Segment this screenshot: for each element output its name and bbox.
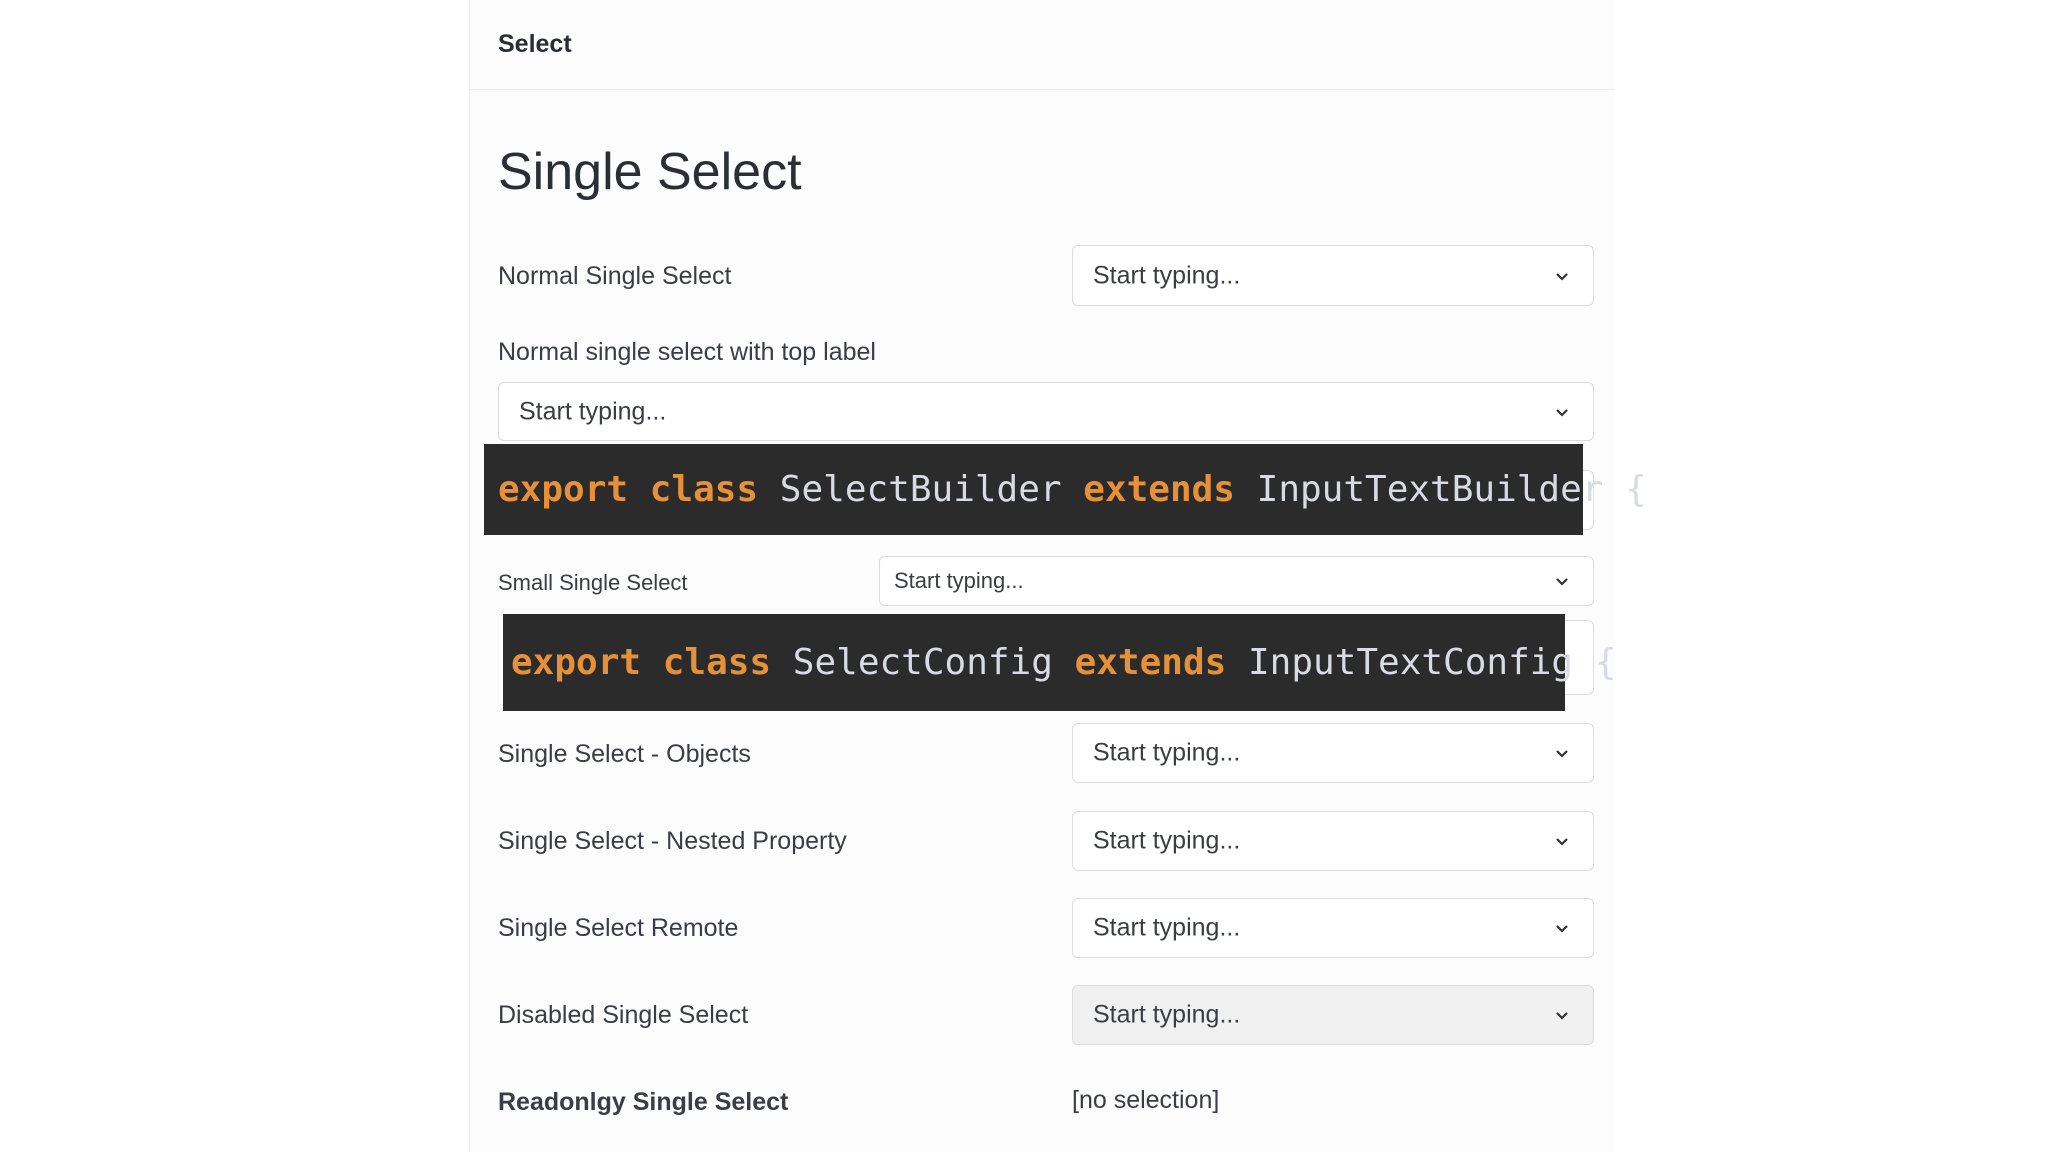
top-label-single-select[interactable]	[498, 382, 1594, 441]
code-keyword: extends	[1083, 469, 1235, 510]
select-placeholder: Start typing...	[1093, 913, 1241, 942]
objects-single-select[interactable]	[1072, 723, 1594, 783]
select-placeholder: Start typing...	[1093, 826, 1241, 855]
select-placeholder: Start typing...	[1093, 261, 1241, 289]
select-placeholder: Start typing...	[519, 397, 667, 425]
section-title: Single Select	[498, 143, 802, 201]
code-keyword: extends	[1074, 642, 1227, 683]
code-parent-class: InputTextConfig	[1247, 642, 1574, 683]
select-placeholder: Start typing...	[894, 568, 1024, 593]
nested-select-label: Single Select - Nested Property	[498, 827, 847, 855]
disabled-single-select	[1072, 985, 1594, 1045]
small-select-label: Small Single Select	[498, 570, 688, 595]
normal-select-label: Normal Single Select	[498, 262, 732, 290]
code-brace: {	[1625, 469, 1647, 510]
nested-single-select[interactable]	[1072, 811, 1594, 871]
readonly-select-value: [no selection]	[1072, 1086, 1220, 1114]
code-keyword: export	[498, 469, 629, 510]
disabled-select-label: Disabled Single Select	[498, 1001, 749, 1029]
code-keyword: class	[662, 642, 772, 683]
code-class-name: SelectConfig	[792, 642, 1053, 683]
code-keyword: export	[511, 642, 642, 683]
chevron-down-icon	[1555, 269, 1569, 283]
top-label-select-label: Normal single select with top label	[498, 338, 876, 366]
remote-select-label: Single Select Remote	[498, 914, 739, 942]
chevron-down-icon	[1555, 746, 1569, 760]
panel-header	[470, 0, 1615, 90]
chevron-down-icon	[1555, 574, 1569, 588]
chevron-down-icon	[1555, 405, 1569, 419]
chevron-down-icon	[1555, 921, 1569, 935]
code-class-name: SelectBuilder	[779, 469, 1062, 510]
form-panel	[469, 0, 1615, 1152]
remote-single-select[interactable]	[1072, 898, 1594, 958]
code-overlay-select-builder	[484, 444, 1647, 535]
page-title: Select	[498, 30, 572, 58]
normal-single-select[interactable]	[1072, 245, 1594, 306]
code-parent-class: InputTextBuilder	[1256, 469, 1604, 510]
chevron-down-icon	[1555, 1008, 1569, 1022]
readonly-select-label: Readonlgy Single Select	[498, 1088, 789, 1116]
code-keyword: class	[649, 469, 759, 510]
select-placeholder: Start typing...	[1093, 738, 1241, 767]
select-placeholder: Start typing...	[1093, 1000, 1241, 1029]
small-single-select[interactable]	[879, 556, 1594, 606]
chevron-down-icon	[1555, 834, 1569, 848]
objects-select-label: Single Select - Objects	[498, 740, 751, 768]
code-brace: {	[1594, 642, 1617, 683]
code-overlay-select-config	[503, 614, 1617, 711]
